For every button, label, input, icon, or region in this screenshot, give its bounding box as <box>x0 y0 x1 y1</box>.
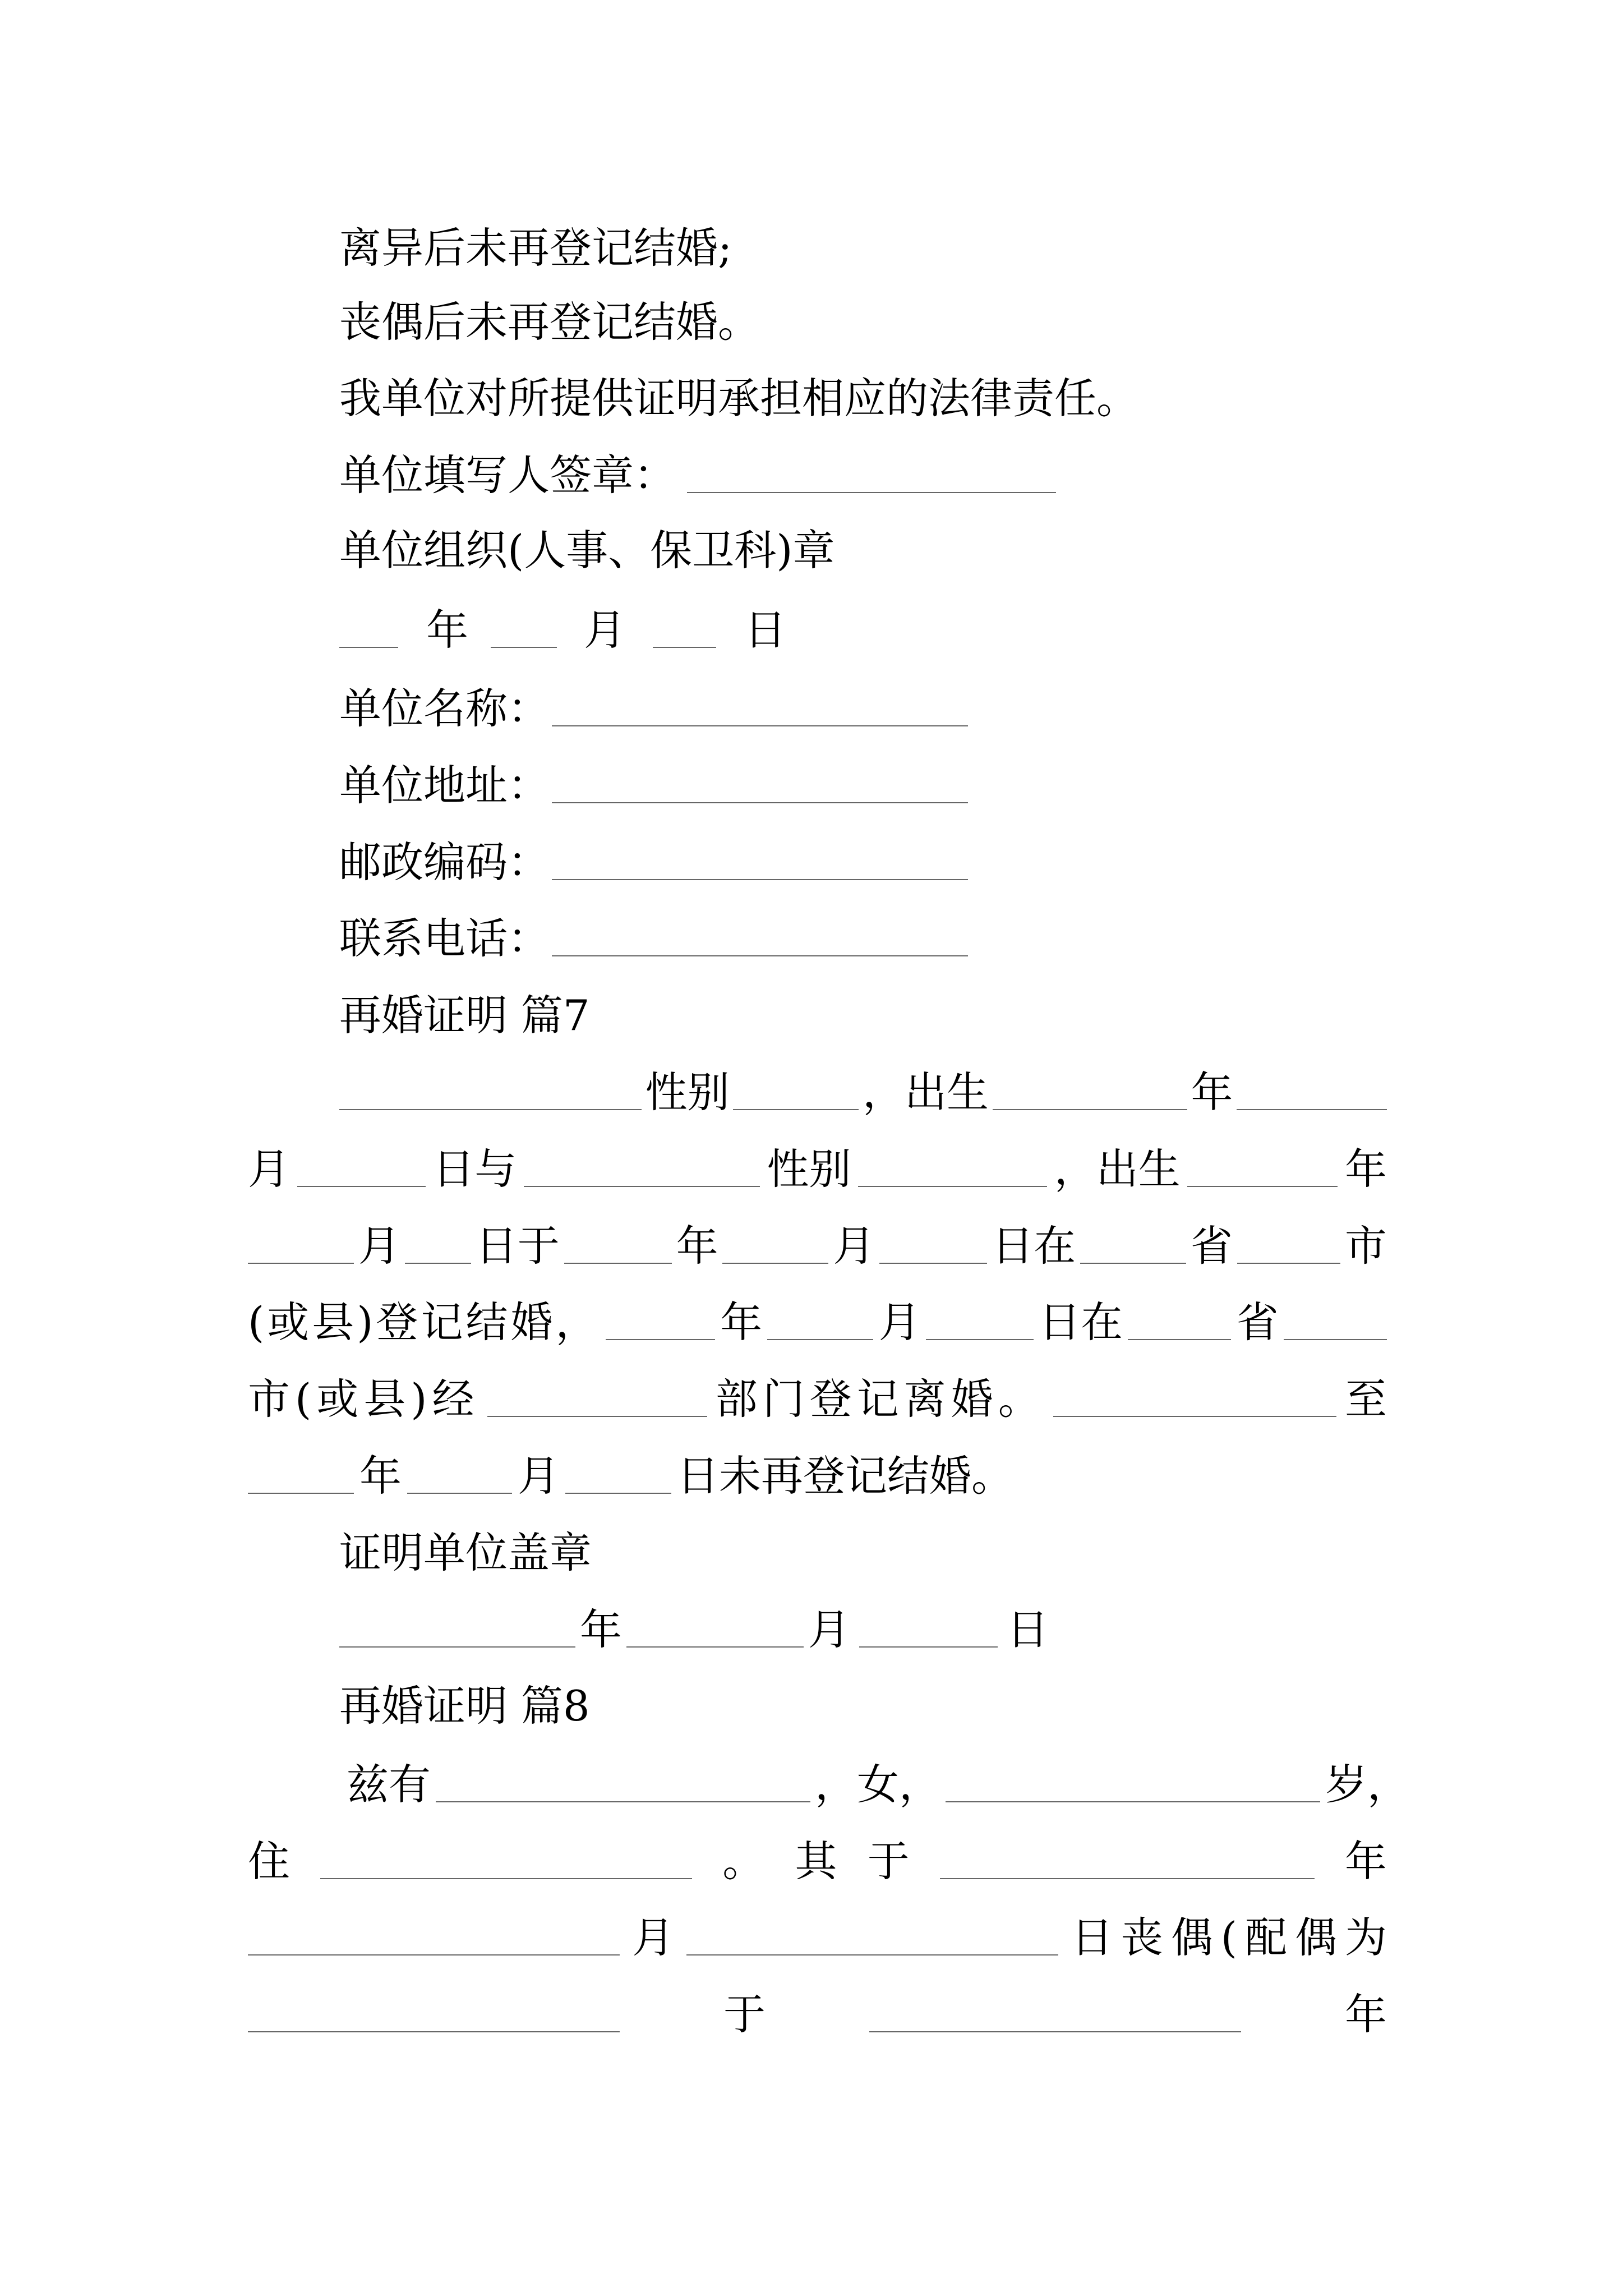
s8-l2-text-3: 其 <box>795 1837 837 1886</box>
signer-label: 单位填写人签章： <box>339 450 676 500</box>
s7-l4-text-3: 月 <box>878 1297 921 1347</box>
s8-line-2 <box>248 1823 1387 1900</box>
s7-day-blank <box>859 1646 998 1648</box>
s7-l5-text-1: 市(或县)经 <box>248 1374 479 1424</box>
s7-line-5 <box>248 1361 1387 1438</box>
divorce-authority-blank <box>487 1416 707 1417</box>
until-blank <box>1053 1416 1336 1417</box>
year-label: 年 <box>426 605 469 655</box>
s8-line-1 <box>347 1746 1409 1823</box>
s8-death-year-blank <box>869 2031 1241 2032</box>
postcode-line <box>339 824 968 901</box>
s7-l4-text-1: (或县)登记结婚， <box>248 1297 601 1347</box>
spouse-birth-day-blank <box>405 1263 471 1264</box>
unit-name-blank <box>552 725 968 726</box>
month-blank <box>491 647 557 648</box>
s8-line-4 <box>248 1976 1387 2053</box>
s7-l2-text-2: 日与 <box>432 1144 517 1194</box>
s8-l2-text-2: 。 <box>722 1837 765 1886</box>
s7-l3-text-4: 月 <box>833 1221 875 1271</box>
divorce-year-blank <box>606 1339 715 1340</box>
s7-l2-text-4: ，出生 <box>1054 1144 1181 1194</box>
unit-seal-label: 单位组织(人事、保卫科)章 <box>339 526 835 575</box>
birth-year-blank <box>993 1109 1187 1110</box>
s7-l1-text-1: 性别 <box>645 1068 730 1117</box>
s7-year-blank <box>339 1646 575 1648</box>
s7-l3-text-2: 日于 <box>475 1221 560 1271</box>
s8-l3-text-2: 日丧偶(配偶为 <box>1071 1913 1395 1962</box>
s8-l1-text-3: 岁， <box>1325 1760 1409 1809</box>
phone-label: 联系电话： <box>339 914 550 963</box>
unit-name-label: 单位名称： <box>339 684 550 733</box>
signer-line <box>339 437 1056 514</box>
s8-age-blank <box>946 1801 1320 1802</box>
day-label: 日 <box>744 605 787 655</box>
unit-address-blank <box>552 802 968 803</box>
s8-l4-text-2: 年 <box>1344 1990 1387 2039</box>
s8-widow-year-blank <box>940 1878 1315 1879</box>
statement-liability: 我单位对所提供证明承担相应的法律责任。 <box>339 374 1139 423</box>
divorce-month-blank <box>767 1339 873 1340</box>
s7-l5-text-3: 至 <box>1344 1374 1387 1424</box>
s7-line-4 <box>248 1284 1387 1361</box>
until-month-blank <box>407 1493 512 1494</box>
s7-l6-text-3: 日未再登记结婚。 <box>677 1451 1014 1501</box>
s7-l2-text-1: 月 <box>248 1144 291 1194</box>
s7-month-label: 月 <box>808 1605 851 1654</box>
s8-widow-month-blank <box>248 1954 620 1955</box>
s7-l1-text-3: 年 <box>1191 1068 1233 1117</box>
s8-spouse-name-blank <box>248 2031 620 2032</box>
birth-month-blank <box>1237 1109 1387 1110</box>
until-year-blank <box>248 1493 354 1494</box>
s7-l2-text-3: 性别 <box>767 1144 851 1194</box>
s8-l2-text-1: 住 <box>248 1837 291 1886</box>
s7-l3-text-6: 省 <box>1191 1221 1233 1271</box>
divorce-day-blank <box>926 1339 1034 1340</box>
s7-l3-text-5: 日在 <box>992 1221 1076 1271</box>
spouse-birth-month-blank <box>248 1263 354 1264</box>
s7-l6-text-1: 年 <box>359 1451 402 1501</box>
unit-date-line <box>339 592 786 669</box>
postcode-label: 邮政编码： <box>339 838 550 887</box>
s7-l4-text-2: 年 <box>720 1297 763 1347</box>
phone-blank <box>552 955 968 956</box>
section-8-heading: 再婚证明 篇8 <box>339 1681 590 1731</box>
divorce-province-blank <box>1128 1339 1231 1340</box>
s7-line-2 <box>248 1131 1387 1208</box>
marriage-year-blank <box>564 1263 672 1264</box>
unit-name-line <box>339 670 968 747</box>
spouse-birth-year-blank <box>1187 1186 1338 1187</box>
s7-l5-text-2: 部门登记离婚。 <box>715 1374 1045 1424</box>
spouse-gender-blank <box>858 1186 1047 1187</box>
phone-line <box>339 900 968 977</box>
s8-l2-text-4: 于 <box>867 1837 910 1886</box>
gender-blank <box>733 1109 859 1110</box>
unit-address-label: 单位地址： <box>339 761 550 810</box>
s8-address-blank <box>320 1878 692 1879</box>
s7-l3-text-1: 月 <box>358 1221 400 1271</box>
marriage-day-blank <box>879 1263 987 1264</box>
birth-day-blank <box>297 1186 426 1187</box>
s7-l2-text-5: 年 <box>1344 1144 1387 1194</box>
marriage-city-blank <box>1237 1263 1340 1264</box>
s8-l4-text-1: 于 <box>723 1990 766 2039</box>
s7-year-label: 年 <box>580 1605 623 1654</box>
s7-line-3 <box>248 1208 1387 1285</box>
divorce-city-blank <box>1284 1339 1387 1340</box>
s7-seal-label: 证明单位盖章 <box>339 1528 592 1577</box>
marriage-province-blank <box>1080 1263 1186 1264</box>
name-blank <box>339 1109 642 1110</box>
s8-l3-text-1: 月 <box>632 1913 675 1962</box>
statement-divorced: 离异后未再登记结婚; <box>339 223 732 273</box>
s8-widow-day-blank <box>686 1954 1058 1955</box>
month-label: 月 <box>584 605 626 655</box>
marriage-month-blank <box>722 1263 828 1264</box>
s7-l6-text-2: 月 <box>518 1451 560 1501</box>
year-blank <box>339 647 398 648</box>
until-day-blank <box>565 1493 671 1494</box>
s8-l1-text-1: 兹有 <box>347 1760 431 1809</box>
s7-l1-text-2: ，出生 <box>862 1068 989 1117</box>
spouse-name-blank <box>524 1186 760 1187</box>
day-blank <box>653 647 716 648</box>
s8-name-blank <box>436 1801 810 1802</box>
s7-l3-text-3: 年 <box>676 1221 718 1271</box>
s7-line-1 <box>339 1054 1387 1131</box>
statement-widowed: 丧偶后未再登记结婚。 <box>339 297 760 347</box>
s7-line-6 <box>248 1438 1013 1515</box>
s7-day-label: 日 <box>1007 1605 1049 1654</box>
postcode-blank <box>552 879 968 880</box>
s7-l3-text-7: 市 <box>1344 1221 1387 1271</box>
section-7-heading: 再婚证明 篇7 <box>339 991 590 1040</box>
s8-l2-text-5: 年 <box>1344 1837 1387 1886</box>
signer-blank <box>687 492 1056 493</box>
unit-address-line <box>339 747 968 824</box>
s7-month-blank <box>626 1646 804 1648</box>
s7-date-line <box>339 1591 1049 1668</box>
s8-l1-text-2: ，女， <box>814 1760 941 1809</box>
s8-line-3 <box>248 1899 1395 1976</box>
s7-l4-text-4: 日在 <box>1039 1297 1123 1347</box>
s7-l4-text-5: 省 <box>1236 1297 1279 1347</box>
